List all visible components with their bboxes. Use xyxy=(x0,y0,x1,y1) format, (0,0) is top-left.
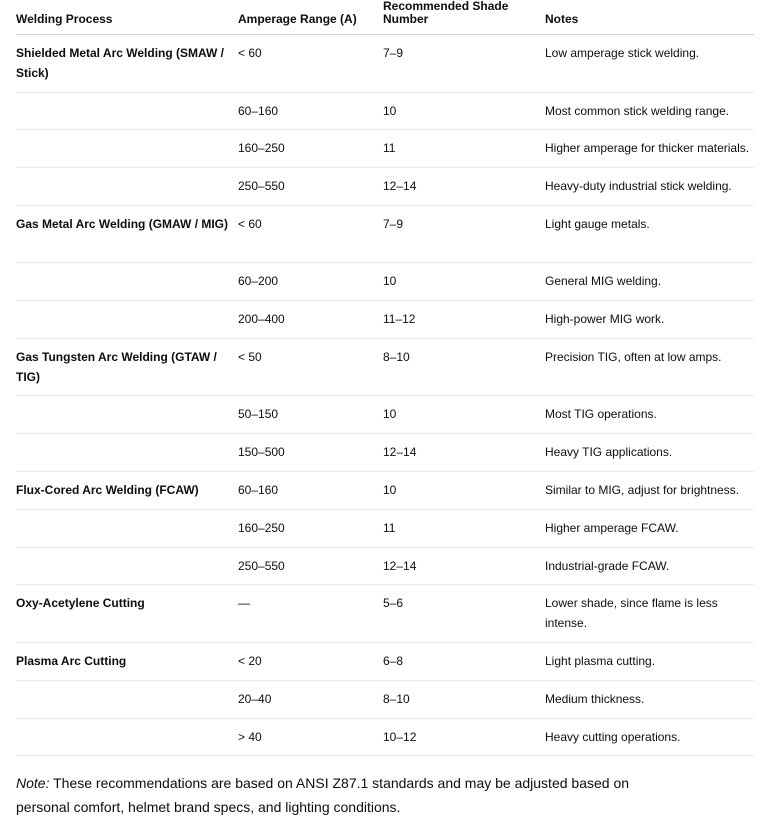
process-cell xyxy=(16,301,238,339)
notes-cell: Light plasma cutting. xyxy=(545,642,754,680)
table-body xyxy=(16,35,754,756)
process-cell: Gas Metal Arc Welding (GMAW / MIG) xyxy=(16,205,238,263)
amperage-cell: 150–500 xyxy=(238,434,383,472)
shade-cell: 11–12 xyxy=(383,301,545,339)
amperage-cell: 60–160 xyxy=(238,472,383,510)
process-cell: Flux-Cored Arc Welding (FCAW) xyxy=(16,472,238,510)
process-cell xyxy=(16,168,238,206)
amperage-cell: 160–250 xyxy=(238,509,383,547)
table-row xyxy=(16,168,754,206)
process-cell xyxy=(16,263,238,301)
header-recommended-shade: Recommended Shade Number xyxy=(383,0,545,35)
table-row xyxy=(16,434,754,472)
table-row xyxy=(16,205,754,263)
header-welding-process: Welding Process xyxy=(16,0,238,35)
process-cell xyxy=(16,396,238,434)
amperage-cell: 200–400 xyxy=(238,301,383,339)
shade-cell: 8–10 xyxy=(383,680,545,718)
shade-cell: 10 xyxy=(383,92,545,130)
process-cell: Plasma Arc Cutting xyxy=(16,642,238,680)
table-row xyxy=(16,472,754,510)
notes-cell: Medium thickness. xyxy=(545,680,754,718)
footnote xyxy=(16,771,636,819)
amperage-cell: < 20 xyxy=(238,642,383,680)
table-row xyxy=(16,301,754,339)
shade-cell: 11 xyxy=(383,130,545,168)
amperage-cell: < 60 xyxy=(238,35,383,93)
process-cell xyxy=(16,434,238,472)
notes-cell: Higher amperage for thicker materials. xyxy=(545,130,754,168)
shade-cell: 12–14 xyxy=(383,434,545,472)
amperage-cell: < 50 xyxy=(238,338,383,396)
header-amperage-range: Amperage Range (A) xyxy=(238,0,383,35)
notes-cell: High-power MIG work. xyxy=(545,301,754,339)
notes-cell: Industrial-grade FCAW. xyxy=(545,547,754,585)
table-header xyxy=(16,0,754,35)
notes-cell: Higher amperage FCAW. xyxy=(545,509,754,547)
table-row xyxy=(16,396,754,434)
notes-cell: Most common stick welding range. xyxy=(545,92,754,130)
amperage-cell: < 60 xyxy=(238,205,383,263)
notes-cell: Lower shade, since flame is less intense. xyxy=(545,585,754,643)
table-row xyxy=(16,680,754,718)
notes-cell: Most TIG operations. xyxy=(545,396,754,434)
amperage-cell: 60–200 xyxy=(238,263,383,301)
process-cell xyxy=(16,680,238,718)
process-cell xyxy=(16,547,238,585)
table-row xyxy=(16,642,754,680)
table-row xyxy=(16,92,754,130)
amperage-cell: 60–160 xyxy=(238,92,383,130)
notes-cell: Precision TIG, often at low amps. xyxy=(545,338,754,396)
process-cell xyxy=(16,92,238,130)
shade-cell: 7–9 xyxy=(383,35,545,93)
shade-cell: 10 xyxy=(383,396,545,434)
notes-cell: Heavy cutting operations. xyxy=(545,718,754,756)
shade-cell: 7–9 xyxy=(383,205,545,263)
notes-cell: Similar to MIG, adjust for brightness. xyxy=(545,472,754,510)
header-notes: Notes xyxy=(545,0,754,35)
table-row xyxy=(16,547,754,585)
shade-cell: 5–6 xyxy=(383,585,545,643)
table-row xyxy=(16,263,754,301)
table-row xyxy=(16,585,754,643)
process-cell xyxy=(16,718,238,756)
shade-cell: 6–8 xyxy=(383,642,545,680)
shade-table-container xyxy=(16,0,754,756)
shade-cell: 10 xyxy=(383,472,545,510)
header-row xyxy=(16,0,754,35)
shade-cell: 8–10 xyxy=(383,338,545,396)
amperage-cell: 50–150 xyxy=(238,396,383,434)
notes-cell: Heavy TIG applications. xyxy=(545,434,754,472)
table-row xyxy=(16,35,754,93)
shade-cell: 10 xyxy=(383,263,545,301)
amperage-cell: — xyxy=(238,585,383,643)
amperage-cell: > 40 xyxy=(238,718,383,756)
notes-cell: Light gauge metals. xyxy=(545,205,754,263)
shade-cell: 10–12 xyxy=(383,718,545,756)
process-cell: Shielded Metal Arc Welding (SMAW / Stick) xyxy=(16,35,238,93)
shade-cell: 12–14 xyxy=(383,168,545,206)
footnote-text: These recommendations are based on ANSI Z87.1 standards and may be adjusted based on personal comfort, helmet brand specs, and lighting conditions. xyxy=(16,775,630,815)
amperage-cell: 250–550 xyxy=(238,168,383,206)
notes-cell: Low amperage stick welding. xyxy=(545,35,754,93)
amperage-cell: 160–250 xyxy=(238,130,383,168)
table-row xyxy=(16,509,754,547)
table-row xyxy=(16,338,754,396)
notes-cell: General MIG welding. xyxy=(545,263,754,301)
amperage-cell: 250–550 xyxy=(238,547,383,585)
notes-cell: Heavy-duty industrial stick welding. xyxy=(545,168,754,206)
welding-shade-table xyxy=(16,0,754,756)
process-cell: Oxy-Acetylene Cutting xyxy=(16,585,238,643)
amperage-cell: 20–40 xyxy=(238,680,383,718)
table-row xyxy=(16,130,754,168)
process-cell: Gas Tungsten Arc Welding (GTAW / TIG) xyxy=(16,338,238,396)
shade-cell: 11 xyxy=(383,509,545,547)
process-cell xyxy=(16,130,238,168)
footnote-label: Note: xyxy=(16,775,50,791)
shade-cell: 12–14 xyxy=(383,547,545,585)
table-row xyxy=(16,718,754,756)
process-cell xyxy=(16,509,238,547)
